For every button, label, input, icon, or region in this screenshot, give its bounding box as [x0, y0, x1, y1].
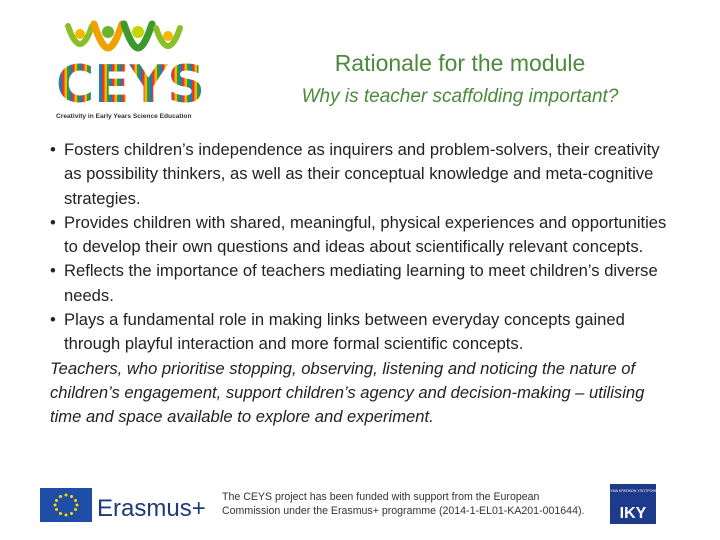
bullet-item: [50, 138, 680, 211]
bullet-item: [50, 211, 680, 260]
conclusion-text: Teachers, who prioritise stopping, observing, listening and noticing the nature of children’s engagement, support children’s agency and decision-making – utilising time and space available to explore and experiment.: [50, 358, 645, 427]
page-title: Rationale for the module: [334, 50, 586, 76]
erasmus-label: Erasmus+: [97, 495, 206, 522]
bullet-text: Plays a fundamental role in making links between everyday concepts gained through playful interaction and more formal scientific concepts.: [64, 310, 625, 354]
bullet-symbol: •: [50, 212, 56, 232]
page-subtitle: Why is teacher scaffolding important?: [301, 86, 619, 107]
svg-text:Creativity in Early Years Scie: Creativity in Early Years Science Education: [56, 113, 192, 120]
bullet-symbol: •: [50, 310, 56, 330]
slide-body: [50, 138, 680, 430]
bullet-text: Fosters children’s independence as inquirers and problem-solvers, their creativity as possibility thinkers, as well as their conceptual knowledge and meta-cognitive strategies.: [64, 140, 660, 208]
ceys-logo: [52, 20, 212, 122]
funding-line: The CEYS project has been funded with support from the European: [222, 491, 540, 503]
iky-logo: [604, 484, 662, 524]
funding-notice: [222, 490, 592, 518]
bullet-item: [50, 259, 680, 308]
eu-flag-icon: [40, 488, 92, 522]
bullet-symbol: •: [50, 261, 56, 281]
bullet-item: [50, 308, 680, 357]
bullet-symbol: •: [50, 140, 56, 159]
children-figures-icon: [68, 24, 180, 48]
bullet-text: Reflects the importance of teachers mediating learning to meet children’s diverse needs.: [64, 261, 658, 305]
svg-text:IKY: IKY: [619, 505, 647, 522]
svg-text:ΙΔΡΥΜΑ ΚΡΑΤΙΚΩΝ ΥΠΟΤΡΟΦΙΩΝ: ΙΔΡΥΜΑ ΚΡΑΤΙΚΩΝ ΥΠΟΤΡΟΦΙΩΝ: [604, 489, 662, 493]
funding-line: Commission under the Erasmus+ programme (2014-1-EL01-KA201-001644).: [222, 505, 585, 517]
svg-text:CEYS: CEYS: [56, 55, 205, 115]
bullet-text: Provides children with shared, meaningful, physical experiences and opportunities to develop their own questions and ideas about scientifically relevant concepts.: [64, 212, 667, 257]
